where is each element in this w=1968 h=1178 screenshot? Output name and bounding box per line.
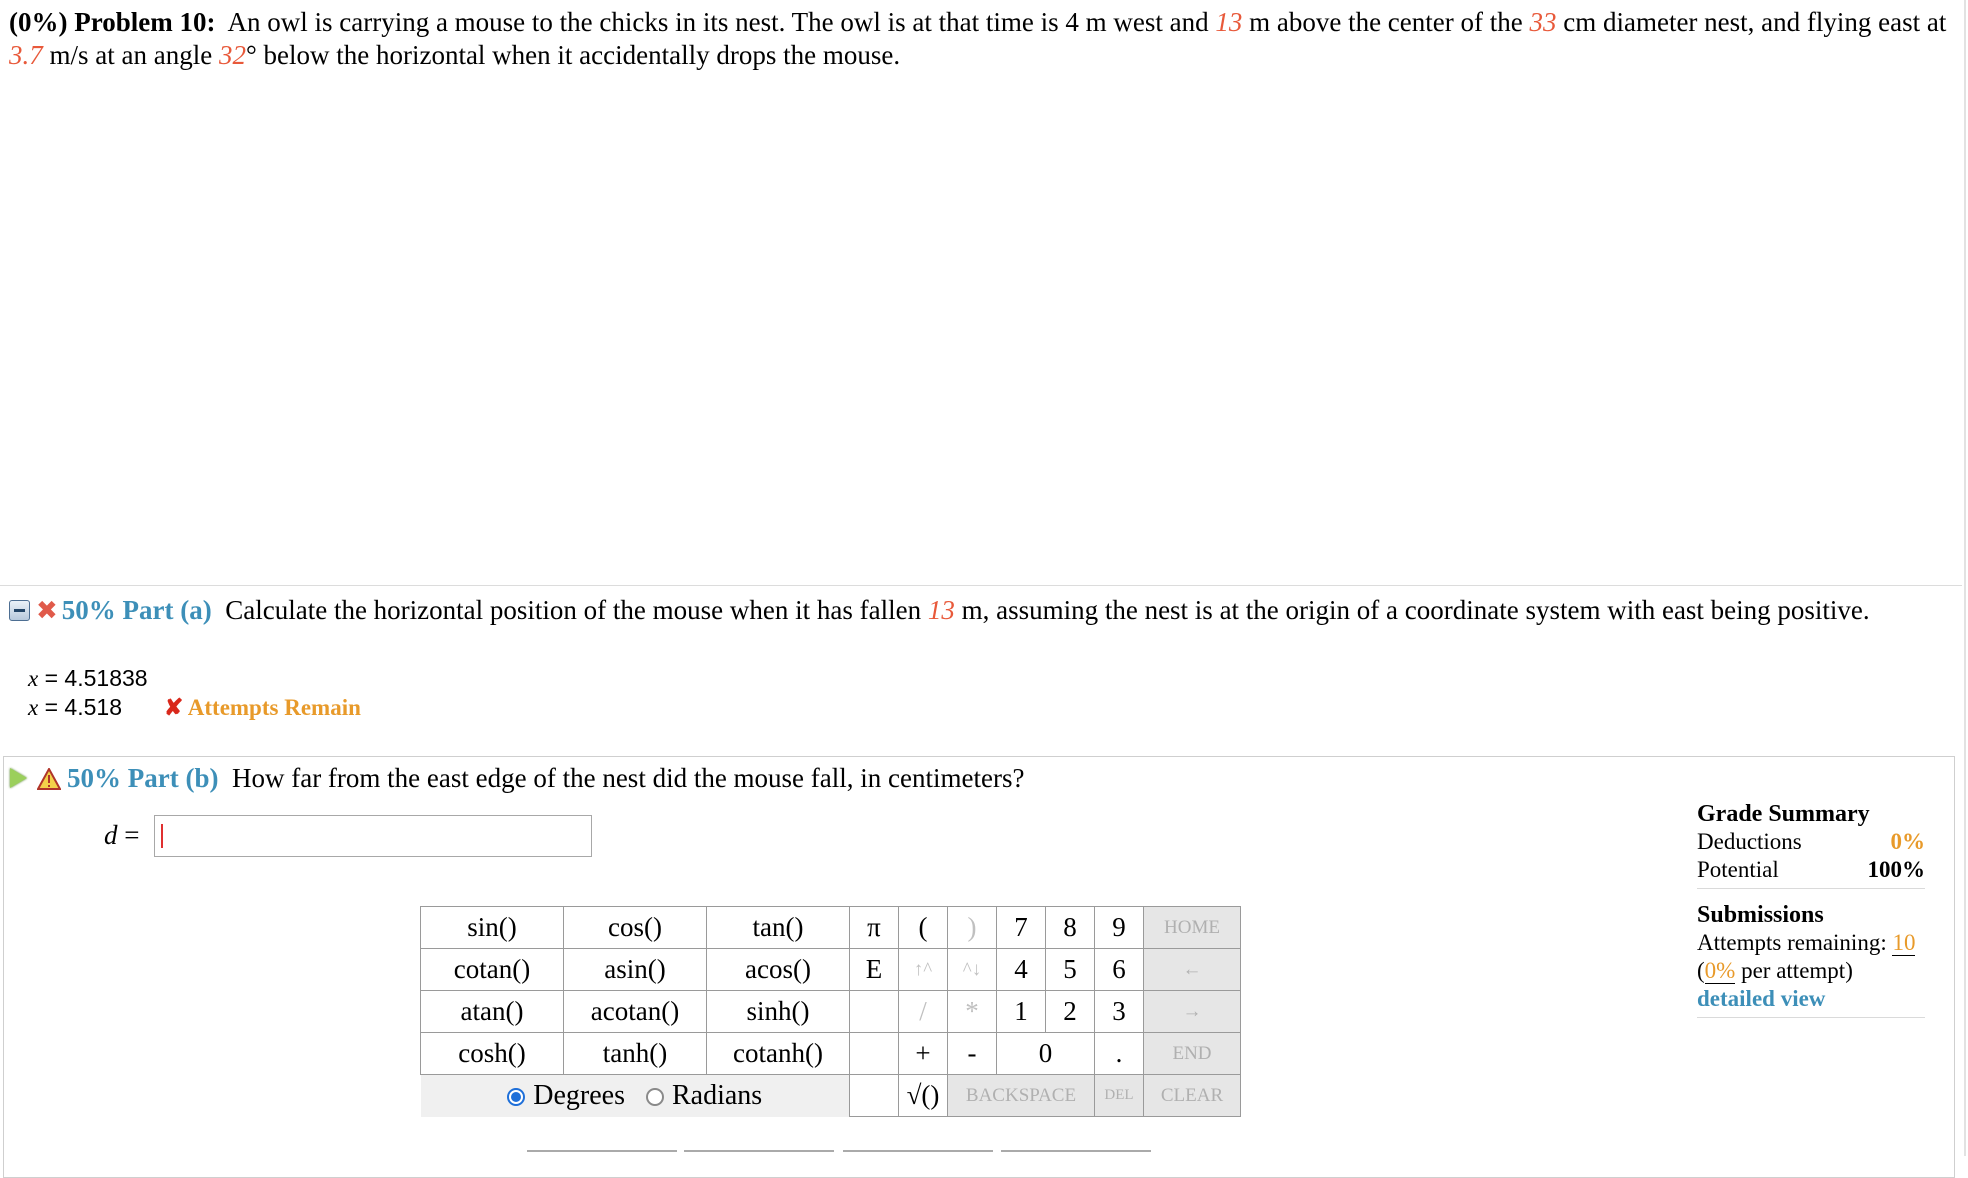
submissions-title: Submissions (1697, 902, 1824, 928)
answer-variable: d (104, 820, 118, 850)
problem-text-3: cm diameter nest, and flying east at (1563, 7, 1947, 37)
submitted-answer: = 4.518 (44, 694, 122, 720)
cotan-button[interactable]: cotan() (421, 949, 564, 991)
attempts-remaining (1697, 929, 1925, 957)
divide-button[interactable]: / (899, 991, 948, 1033)
atan-button[interactable]: atan() (421, 991, 564, 1033)
submissions-divider (1697, 1017, 1925, 1018)
left-arrow-button[interactable]: ← (1144, 949, 1241, 991)
cos-button[interactable]: cos() (564, 907, 707, 949)
sin-button[interactable]: sin() (421, 907, 564, 949)
problem-label: Problem 10: (74, 7, 216, 37)
digit-2-button[interactable]: 2 (1046, 991, 1095, 1033)
plus-button[interactable]: + (899, 1033, 948, 1075)
sqrt-button[interactable]: √() (899, 1075, 948, 1117)
empty-key (850, 1075, 899, 1117)
cosh-button[interactable]: cosh() (421, 1033, 564, 1075)
multiply-button[interactable]: * (948, 991, 997, 1033)
feedback-button[interactable] (843, 1150, 993, 1158)
submit-button[interactable] (527, 1150, 677, 1158)
part-a-fallen: 13 (927, 595, 955, 625)
digit-5-button[interactable]: 5 (1046, 949, 1095, 991)
per-attempt-text: per attempt) (1741, 958, 1853, 983)
del-button[interactable]: DEL (1095, 1075, 1144, 1117)
right-arrow-button[interactable]: → (1144, 991, 1241, 1033)
end-button[interactable]: END (1144, 1033, 1241, 1075)
part-b-label: Part (b) (127, 763, 219, 793)
deductions-label: Deductions (1697, 829, 1802, 854)
x-mark-icon: ✘ (164, 695, 184, 720)
e-button[interactable]: E (850, 949, 899, 991)
given-height: 13 (1215, 7, 1243, 37)
problem-text-2: m above the center of the (1249, 7, 1523, 37)
close-paren-button[interactable]: ) (948, 907, 997, 949)
problem-statement (9, 6, 1949, 72)
degrees-radio[interactable] (507, 1088, 525, 1106)
answer-label (104, 820, 139, 851)
digit-6-button[interactable]: 6 (1095, 949, 1144, 991)
expand-arrow-icon[interactable] (10, 768, 27, 788)
up-button[interactable]: ↑^ (899, 949, 948, 991)
part-b-percent: 50% (67, 763, 121, 793)
minus-button[interactable]: - (948, 1033, 997, 1075)
decimal-button[interactable]: . (1095, 1033, 1144, 1075)
part-a-answers (28, 664, 361, 722)
degrees-label: Degrees (533, 1079, 625, 1111)
given-angle: 32 (218, 40, 246, 70)
answer-variable: x (28, 695, 39, 720)
digit-8-button[interactable]: 8 (1046, 907, 1095, 949)
grade-summary-panel (1697, 800, 1925, 1030)
digit-0-button[interactable]: 0 (997, 1033, 1095, 1075)
deductions-value: 0% (1890, 829, 1925, 854)
part-a-header (9, 593, 1959, 628)
part-a-label: Part (a) (122, 595, 212, 625)
problem-percent: (0%) (9, 7, 68, 37)
per-attempt-pct: 0% (1704, 958, 1736, 983)
per-attempt (1697, 957, 1925, 985)
sinh-button[interactable]: sinh() (707, 991, 850, 1033)
deductions-row (1697, 828, 1925, 856)
answer-variable: x (28, 666, 39, 691)
digit-7-button[interactable]: 7 (997, 907, 1046, 949)
tanh-button[interactable]: tanh() (564, 1033, 707, 1075)
attempts-value: 10 (1892, 930, 1916, 955)
given-speed: 3.7 (9, 40, 43, 70)
per-attempt-open: ( (1697, 958, 1705, 983)
collapse-icon[interactable] (9, 600, 30, 621)
text-cursor (161, 824, 163, 848)
open-paren-button[interactable]: ( (899, 907, 948, 949)
radians-radio[interactable] (646, 1088, 664, 1106)
digit-1-button[interactable]: 1 (997, 991, 1046, 1033)
digit-3-button[interactable]: 3 (1095, 991, 1144, 1033)
part-a-text-2: m, assuming the nest is at the origin of a coordinate system with east being positive. (961, 595, 1870, 625)
part-b-text: How far from the east edge of the nest did the mouse fall, in centimeters? (231, 763, 1025, 793)
problem-text-5: ° below the horizontal when it accidentally drops the mouse. (245, 40, 901, 70)
potential-label: Potential (1697, 857, 1779, 882)
potential-value: 100% (1867, 857, 1925, 882)
attempts-remain-status (164, 693, 361, 722)
down-button[interactable]: ^↓ (948, 949, 997, 991)
tan-button[interactable]: tan() (707, 907, 850, 949)
hint-button[interactable] (684, 1150, 834, 1158)
calculator-keypad (420, 906, 1241, 1117)
detailed-view-link[interactable]: detailed view (1697, 986, 1826, 1011)
problem-text-1: An owl is carrying a mouse to the chicks in its nest. The owl is at that time is 4 m west and (227, 7, 1209, 37)
submitted-answer-row (28, 693, 361, 722)
right-divider (1964, 0, 1966, 1156)
equals-sign: = (124, 820, 140, 850)
part-b-header (10, 760, 1610, 796)
give-up-button[interactable] (1001, 1150, 1151, 1158)
submitted-answer-row (28, 664, 148, 693)
asin-button[interactable]: asin() (564, 949, 707, 991)
part-a-divider (0, 585, 1962, 586)
summary-divider (1697, 888, 1925, 889)
submitted-answer: = 4.51838 (44, 665, 148, 691)
empty-key (850, 991, 899, 1033)
incorrect-icon: ✖ (36, 596, 58, 625)
clear-button[interactable]: CLEAR (1144, 1075, 1241, 1117)
problem-text-4: m/s at an angle (49, 40, 213, 70)
pi-button[interactable]: π (850, 907, 899, 949)
part-a-text-1: Calculate the horizontal position of the mouse when it has fallen (225, 595, 922, 625)
angle-mode-selector (421, 1075, 850, 1117)
acotan-button[interactable]: acotan() (564, 991, 707, 1033)
radians-label: Radians (672, 1079, 763, 1111)
warning-icon (37, 768, 61, 790)
status-text: Attempts Remain (187, 695, 361, 720)
digit-4-button[interactable]: 4 (997, 949, 1046, 991)
potential-row (1697, 856, 1925, 884)
part-a-percent: 50% (61, 595, 116, 625)
grade-summary-title: Grade Summary (1697, 801, 1870, 827)
attempts-label: Attempts remaining: (1697, 930, 1887, 955)
digit-9-button[interactable]: 9 (1095, 907, 1144, 949)
given-diameter: 33 (1529, 7, 1557, 37)
backspace-button[interactable]: BACKSPACE (948, 1075, 1095, 1117)
empty-key (850, 1033, 899, 1075)
home-button[interactable]: HOME (1144, 907, 1241, 949)
acos-button[interactable]: acos() (707, 949, 850, 991)
cotanh-button[interactable]: cotanh() (707, 1033, 850, 1075)
answer-input[interactable] (154, 815, 592, 857)
